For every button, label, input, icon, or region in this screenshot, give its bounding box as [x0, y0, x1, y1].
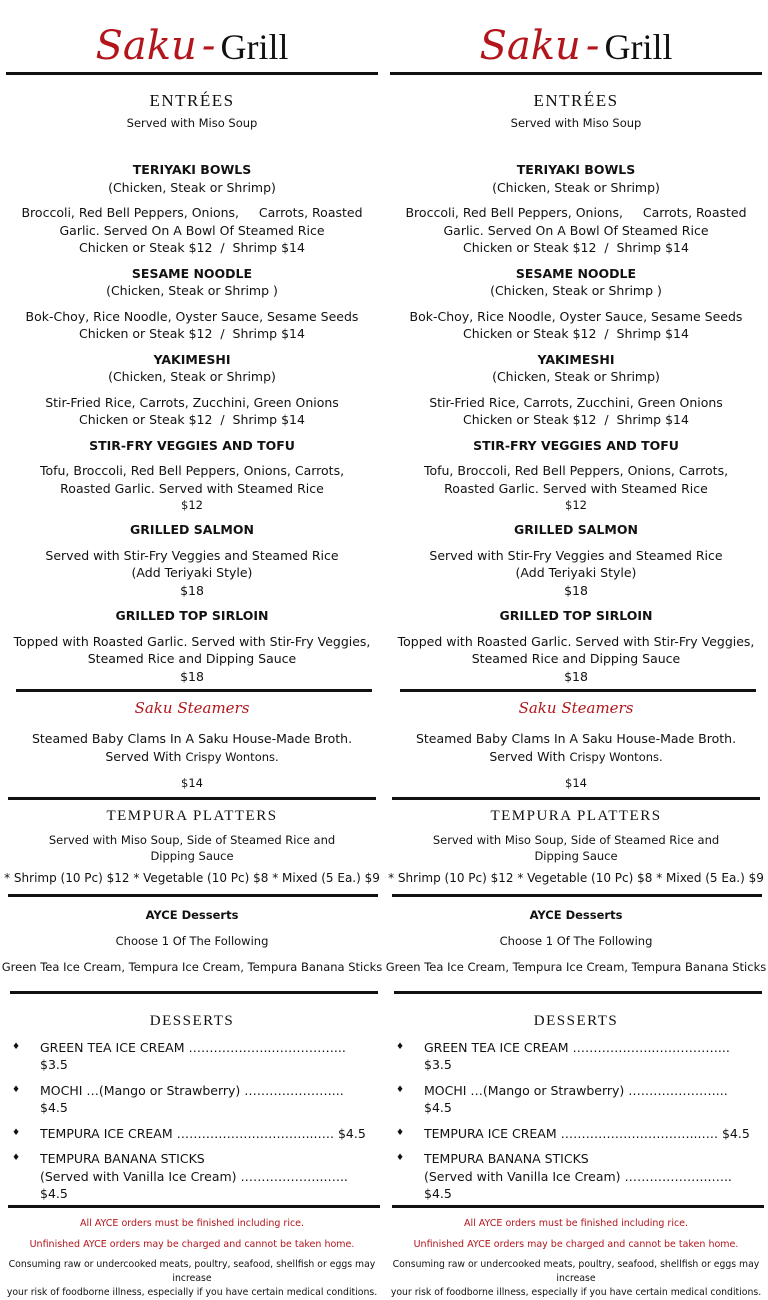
- entree-price: Chicken or Steak $12 / Shrimp $14: [79, 326, 305, 341]
- entree-price: Chicken or Steak $12 / Shrimp $14: [463, 412, 689, 427]
- tempura-heading: TEMPURA PLATTERS: [490, 808, 662, 824]
- entree-desc: Steamed Rice and Dipping Sauce: [471, 651, 681, 666]
- tempura-desc: Served with Miso Soup, Side of Steamed Rice and: [48, 833, 336, 847]
- entree-desc: Broccoli, Red Bell Peppers, Onions, Carrots, Roasted: [405, 205, 747, 220]
- section-divider: [8, 894, 378, 897]
- entree-price: $18: [180, 582, 204, 598]
- tempura-desc-2: Dipping Sauce: [534, 849, 618, 863]
- entree-desc: Stir-Fried Rice, Carrots, Zucchini, Green Onions: [45, 394, 339, 410]
- diamond-bullet-icon: ♦: [12, 1153, 21, 1163]
- diamond-bullet-icon: ♦: [12, 1041, 21, 1052]
- dessert-item: [396, 1039, 750, 1074]
- header-divider: [6, 72, 378, 75]
- entree-item: [0, 521, 384, 599]
- steamers-heading: Saku Steamers: [518, 699, 634, 717]
- entree-name: STIR-FRY VEGGIES AND TOFU: [473, 437, 679, 453]
- entree-price: $18: [564, 582, 588, 598]
- entree-item: [0, 265, 384, 343]
- dessert-text: GREEN TEA ICE CREAM ………………..……………... $3.5: [424, 1039, 730, 1072]
- entree-name: SESAME NOODLE: [131, 265, 253, 281]
- dessert-text: MOCHI …(Mango or Strawberry) …………………... $4.5: [424, 1082, 728, 1115]
- health-warning-2: your risk of foodborne illness, especially if you have certain medical conditions.: [390, 1286, 762, 1298]
- entree-desc: Topped with Roasted Garlic. Served with Stir-Fry Veggies,: [13, 633, 371, 649]
- steamers-desc: Steamed Baby Clams In A Saku House-Made Broth.: [415, 731, 737, 746]
- ayce-instructions: Choose 1 Of The Following: [499, 933, 653, 948]
- entree-name: SESAME NOODLE: [515, 265, 637, 281]
- steamers-price: $14: [565, 776, 587, 790]
- entree-name: TERIYAKI BOWLS: [516, 162, 636, 177]
- diamond-bullet-icon: ♦: [12, 1084, 21, 1095]
- health-warning-1: Consuming raw or undercooked meats, poultry, seafood, shellfish or eggs may increase: [392, 1258, 760, 1284]
- brand-grill: Grill: [220, 27, 289, 67]
- tempura-heading: TEMPURA PLATTERS: [106, 808, 278, 824]
- dessert-text: GREEN TEA ICE CREAM ………………..……………... $3.5: [40, 1039, 346, 1072]
- steamers-price: $14: [181, 776, 203, 790]
- entree-item: [384, 265, 768, 343]
- brand-dash: -: [585, 23, 600, 69]
- entree-price: Chicken or Steak $12 / Shrimp $14: [79, 240, 305, 255]
- header-divider: [390, 72, 762, 75]
- section-divider: [8, 797, 376, 800]
- dessert-text: MOCHI …(Mango or Strawberry) …………………... $4.5: [40, 1082, 344, 1115]
- diamond-bullet-icon: ♦: [12, 1127, 21, 1138]
- entree-item: [0, 351, 384, 429]
- entree-name: TERIYAKI BOWLS: [132, 162, 252, 177]
- health-warning-1: Consuming raw or undercooked meats, poultry, seafood, shellfish or eggs may increase: [8, 1258, 376, 1284]
- entree-desc: Garlic. Served On A Bowl Of Steamed Rice: [59, 222, 325, 238]
- entree-list: [0, 161, 384, 685]
- tempura-desc: Served with Miso Soup, Side of Steamed Rice and: [432, 833, 720, 847]
- diamond-bullet-icon: ♦: [396, 1153, 405, 1163]
- menu-column-left: [0, 0, 384, 1298]
- brand-logo: [384, 22, 768, 70]
- entree-variant: (Chicken, Steak or Shrimp): [492, 369, 660, 384]
- entree-price: $18: [564, 668, 588, 684]
- entree-price: Chicken or Steak $12 / Shrimp $14: [463, 240, 689, 255]
- section-divider: [392, 1205, 764, 1208]
- ayce-notice-1: All AYCE orders must be finished including rice.: [79, 1217, 305, 1229]
- entree-desc: Served with Stir-Fry Veggies and Steamed Rice: [429, 547, 723, 563]
- entree-desc: Stir-Fried Rice, Carrots, Zucchini, Green Onions: [429, 394, 723, 410]
- entree-name: GRILLED SALMON: [514, 522, 638, 537]
- ayce-notice-2: Unfinished AYCE orders may be charged and cannot be taken home.: [29, 1238, 355, 1250]
- steamers-wontons: Crispy Wontons.: [185, 749, 279, 764]
- tempura-desc-2: Dipping Sauce: [150, 849, 234, 863]
- brand-logo: [0, 22, 384, 70]
- steamers-desc-2: [0, 748, 384, 766]
- entree-desc: Served with Stir-Fry Veggies and Steamed Rice: [45, 547, 339, 563]
- steamers-served-with: Served With: [489, 748, 566, 764]
- dessert-item: [12, 1039, 366, 1074]
- entrees-heading: ENTRÉES: [149, 91, 235, 110]
- brand-saku: Saku: [95, 23, 197, 69]
- brand-grill: Grill: [604, 27, 673, 67]
- entree-name: GRILLED TOP SIRLOIN: [115, 608, 269, 623]
- entree-name: YAKIMESHI: [537, 351, 615, 367]
- entree-variant: (Chicken, Steak or Shrimp): [108, 369, 276, 384]
- ayce-options: Green Tea Ice Cream, Tempura Ice Cream, Tempura Banana Sticks: [385, 959, 767, 974]
- entree-desc: Roasted Garlic. Served with Steamed Rice: [444, 480, 708, 496]
- entree-desc: Topped with Roasted Garlic. Served with Stir-Fry Veggies,: [397, 633, 755, 649]
- dessert-item: [12, 1150, 366, 1203]
- entree-desc: Steamed Rice and Dipping Sauce: [87, 651, 297, 666]
- entree-item: [0, 161, 384, 257]
- brand-saku: Saku: [479, 23, 581, 69]
- desserts-heading: DESSERTS: [149, 1012, 235, 1029]
- ayce-heading: AYCE Desserts: [529, 907, 623, 922]
- entree-name: STIR-FRY VEGGIES AND TOFU: [89, 437, 295, 453]
- tempura-prices: * Shrimp (10 Pc) $12 * Vegetable (10 Pc) $8 * Mixed (5 Ea.) $9: [388, 871, 764, 885]
- entree-variant: (Chicken, Steak or Shrimp): [108, 179, 276, 195]
- steamers-heading: Saku Steamers: [134, 699, 250, 717]
- entrees-subtitle: Served with Miso Soup: [510, 116, 642, 130]
- entrees-subtitle: Served with Miso Soup: [126, 116, 258, 130]
- diamond-bullet-icon: ♦: [396, 1127, 405, 1138]
- entree-desc: (Add Teriyaki Style): [131, 565, 253, 580]
- entree-desc: Broccoli, Red Bell Peppers, Onions, Carrots, Roasted: [21, 205, 363, 220]
- dessert-item: [396, 1125, 750, 1143]
- desserts-heading: DESSERTS: [533, 1012, 619, 1029]
- section-divider: [392, 894, 762, 897]
- entree-item: [0, 437, 384, 514]
- entree-name: GRILLED TOP SIRLOIN: [499, 608, 653, 623]
- section-divider: [394, 991, 762, 994]
- entree-desc: (Add Teriyaki Style): [515, 565, 637, 580]
- entree-variant: (Chicken, Steak or Shrimp ): [490, 283, 662, 298]
- steamers-desc: Steamed Baby Clams In A Saku House-Made Broth.: [31, 731, 353, 746]
- entree-desc: Roasted Garlic. Served with Steamed Rice: [60, 480, 324, 496]
- dessert-text: [40, 1150, 366, 1203]
- dessert-subtext: (Served with Vanilla Ice Cream) ………………...….. $4.5: [40, 1168, 348, 1201]
- steamers-desc-2: [384, 748, 768, 766]
- entree-item: [384, 437, 768, 514]
- entree-desc: Garlic. Served On A Bowl Of Steamed Rice: [443, 222, 709, 238]
- entree-list: [384, 161, 768, 685]
- entree-price: $12: [181, 498, 203, 512]
- dessert-subtext: (Served with Vanilla Ice Cream) ………………...….. $4.5: [424, 1168, 732, 1201]
- dessert-item: [12, 1125, 366, 1143]
- dessert-name: TEMPURA BANANA STICKS: [40, 1151, 205, 1166]
- brand-dash: -: [201, 23, 216, 69]
- entree-desc: Tofu, Broccoli, Red Bell Peppers, Onions, Carrots,: [423, 463, 729, 478]
- ayce-options: Green Tea Ice Cream, Tempura Ice Cream, Tempura Banana Sticks: [1, 959, 383, 974]
- entree-name: GRILLED SALMON: [130, 522, 254, 537]
- menu-column-right: [384, 0, 768, 1298]
- entree-price: Chicken or Steak $12 / Shrimp $14: [79, 412, 305, 427]
- ayce-notice-2: Unfinished AYCE orders may be charged and cannot be taken home.: [413, 1238, 739, 1250]
- section-divider: [392, 797, 760, 800]
- dessert-item: [396, 1082, 750, 1117]
- entree-price: $18: [180, 668, 204, 684]
- dessert-list: [12, 1039, 366, 1203]
- entree-price: Chicken or Steak $12 / Shrimp $14: [463, 326, 689, 341]
- health-warning-2: your risk of foodborne illness, especially if you have certain medical conditions.: [6, 1286, 378, 1298]
- entree-name: YAKIMESHI: [153, 351, 231, 367]
- entree-item: [0, 607, 384, 685]
- dessert-list: [396, 1039, 750, 1203]
- entree-item: [384, 351, 768, 429]
- entree-item: [384, 521, 768, 599]
- section-divider: [8, 1205, 380, 1208]
- dessert-text: TEMPURA ICE CREAM ……………….…………...…. $4.5: [40, 1125, 366, 1141]
- dessert-item: [396, 1150, 750, 1203]
- entree-desc: Tofu, Broccoli, Red Bell Peppers, Onions, Carrots,: [39, 463, 345, 478]
- diamond-bullet-icon: ♦: [396, 1041, 405, 1052]
- entree-variant: (Chicken, Steak or Shrimp): [492, 179, 660, 195]
- entree-price: $12: [565, 498, 587, 512]
- diamond-bullet-icon: ♦: [396, 1084, 405, 1095]
- dessert-name: TEMPURA BANANA STICKS: [424, 1151, 589, 1166]
- dessert-item: [12, 1082, 366, 1117]
- ayce-notice-1: All AYCE orders must be finished including rice.: [463, 1217, 689, 1229]
- dessert-text: [424, 1150, 750, 1203]
- steamers-served-with: Served With: [105, 748, 182, 764]
- entrees-heading: ENTRÉES: [533, 91, 619, 110]
- steamers-wontons: Crispy Wontons.: [569, 749, 663, 764]
- ayce-heading: AYCE Desserts: [145, 907, 239, 922]
- entree-desc: Bok-Choy, Rice Noodle, Oyster Sauce, Sesame Seeds: [409, 308, 743, 324]
- section-divider: [16, 689, 372, 692]
- entree-item: [384, 607, 768, 685]
- section-divider: [10, 991, 378, 994]
- entree-desc: Bok-Choy, Rice Noodle, Oyster Sauce, Sesame Seeds: [25, 308, 359, 324]
- section-divider: [400, 689, 756, 692]
- entree-variant: (Chicken, Steak or Shrimp ): [106, 283, 278, 298]
- entree-item: [384, 161, 768, 257]
- dessert-text: TEMPURA ICE CREAM ……………….…………...…. $4.5: [424, 1125, 750, 1141]
- tempura-prices: * Shrimp (10 Pc) $12 * Vegetable (10 Pc) $8 * Mixed (5 Ea.) $9: [4, 871, 380, 885]
- ayce-instructions: Choose 1 Of The Following: [115, 933, 269, 948]
